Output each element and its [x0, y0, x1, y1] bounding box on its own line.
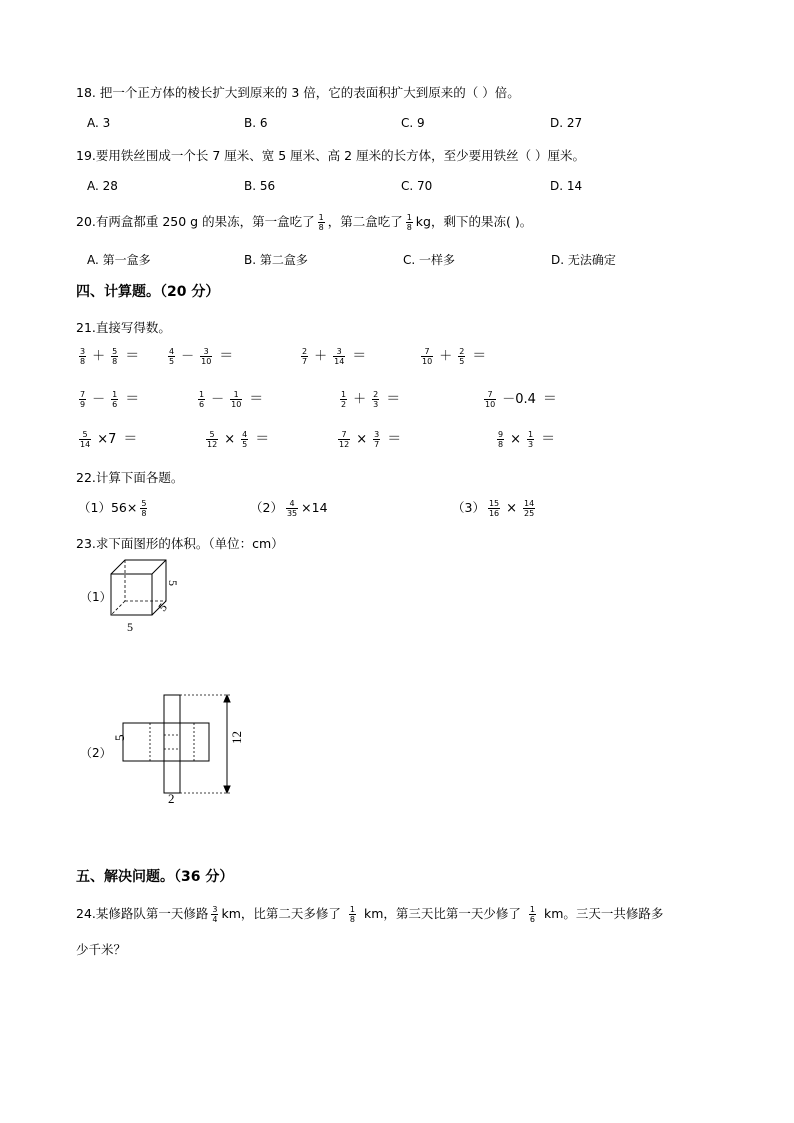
question-21-title: 21.直接写得数。	[76, 320, 171, 335]
q20-text-mid: ，第二盒吃了	[327, 214, 403, 229]
equals-sign: ＝	[255, 431, 270, 447]
operator: －	[181, 349, 195, 364]
question-24: 24.某修路队第一天修路 $\frac{3}{4}$ km，比第二天多修了 $\frac{1}{8}$ km，第三天比第一天少修了 $\frac{1}{6}$ km。三天一共修路多	[76, 905, 664, 924]
equals-sign: ＝	[123, 431, 138, 447]
fraction: $\frac{2}{7}$	[302, 347, 308, 366]
net-dim-right-label: 12	[229, 731, 244, 744]
operator: ×	[510, 432, 521, 447]
fraction: $\frac{1}{8}$	[318, 213, 324, 232]
operator: ＋	[439, 349, 453, 364]
fraction: $\frac{1}{10}$	[231, 390, 242, 409]
q21-expression	[337, 388, 400, 409]
q21-expression	[76, 388, 139, 409]
fraction: $\frac{5}{8}$	[141, 499, 147, 518]
fraction: $\frac{1}{8}$	[349, 905, 355, 924]
fraction: $\frac{2}{3}$	[373, 390, 379, 409]
q21-expression	[298, 345, 366, 366]
q22-item-2: （2） $\frac{4}{35}$ ×14	[250, 499, 328, 518]
fraction: $\frac{5}{8}$	[112, 347, 118, 366]
q21-expression	[494, 428, 555, 449]
fraction: $\frac{3}{8}$	[80, 347, 86, 366]
q21-expression	[76, 345, 139, 366]
cube-edge-bottom-label: 5	[127, 620, 133, 634]
q20-option-c[interactable]: C. 一样多	[403, 253, 456, 267]
cube-figure	[100, 552, 190, 637]
fraction: $\frac{9}{8}$	[498, 430, 504, 449]
q19-option-d[interactable]: D. 14	[550, 179, 583, 193]
fraction: $\frac{7}{12}$	[339, 430, 350, 449]
equals-sign: ＝	[386, 391, 401, 407]
question-20	[76, 212, 532, 232]
fraction: $\frac{2}{5}$	[459, 347, 465, 366]
operator: ×7	[97, 432, 117, 447]
q20-option-a[interactable]: A. 第一盒多	[87, 253, 151, 267]
equals-sign: ＝	[249, 391, 264, 407]
q21-expression	[165, 345, 233, 366]
equals-sign: ＝	[125, 391, 140, 407]
fraction: $\frac{7}{10}$	[485, 390, 496, 409]
question-22-title: 22.计算下面各题。	[76, 470, 184, 485]
q18-option-c[interactable]: C. 9	[401, 116, 425, 130]
fraction: $\frac{4}{35}$	[286, 499, 298, 518]
equals-sign: ＝	[352, 348, 367, 364]
equals-sign: ＝	[387, 431, 402, 447]
q18-option-b[interactable]: B. 6	[244, 116, 268, 130]
operator: ＋	[353, 392, 367, 407]
net-dim-bottom-label: 2	[168, 791, 175, 806]
section-4-title: 四、计算题。（20 分）	[76, 284, 220, 300]
operator: －0.4	[502, 392, 536, 407]
q20-text-pre: 20.有两盒都重 250 g 的果冻，第一盒吃了	[76, 214, 315, 229]
q18-option-d[interactable]: D. 27	[550, 116, 583, 130]
q19-option-b[interactable]: B. 56	[244, 179, 276, 193]
q21-expression	[481, 388, 557, 409]
fig2-label: （2）	[80, 746, 112, 760]
operator: ×	[224, 432, 236, 447]
q21-expression	[76, 428, 137, 449]
fraction: $\frac{7}{9}$	[80, 390, 86, 409]
fig1-label: （1）	[80, 590, 112, 604]
fraction: $\frac{1}{3}$	[528, 430, 534, 449]
section-5-title: 五、解决问题。（36 分）	[76, 869, 234, 885]
q21-expression	[195, 388, 263, 409]
q20-option-d[interactable]: D. 无法确定	[551, 253, 616, 267]
q21-expression	[418, 345, 486, 366]
question-24-line2: 少千米？	[76, 942, 127, 957]
cross-net-figure	[105, 690, 245, 808]
q22-item-3: （3） $\frac{15}{16}$ × $\frac{14}{25}$	[452, 499, 535, 518]
fraction: $\frac{1}{2}$	[341, 390, 347, 409]
equals-sign: ＝	[472, 348, 487, 364]
fraction: $\frac{5}{14}$	[80, 430, 91, 449]
q18-option-a[interactable]: A. 3	[87, 116, 111, 130]
fraction: $\frac{14}{25}$	[524, 499, 535, 518]
cube-edge-depth-label: 5	[155, 600, 170, 615]
operator: －	[211, 392, 225, 407]
q19-option-c[interactable]: C. 70	[401, 179, 433, 193]
fraction: $\frac{1}{6}$	[529, 905, 536, 924]
fraction: $\frac{15}{16}$	[488, 499, 500, 518]
net-fold-lines	[150, 695, 230, 793]
q20-option-b[interactable]: B. 第二盒多	[244, 253, 308, 267]
fraction: $\frac{1}{6}$	[112, 390, 118, 409]
fraction: $\frac{4}{5}$	[169, 347, 175, 366]
q19-option-a[interactable]: A. 28	[87, 179, 118, 193]
operator: ＋	[314, 349, 328, 364]
q20-text-post: kg，剩下的果冻( )。	[415, 214, 533, 229]
fraction: $\frac{3}{4}$	[212, 905, 218, 924]
cube-edge-right-label: 5	[166, 580, 180, 586]
equals-sign: ＝	[125, 348, 140, 364]
fraction: $\frac{5}{12}$	[207, 430, 218, 449]
equals-sign: ＝	[219, 348, 234, 364]
q21-expression	[203, 428, 269, 449]
q22-item-1: （1）56× $\frac{5}{8}$	[78, 499, 147, 518]
question-19: 19.要用铁丝围成一个长 7 厘米、宽 5 厘米、高 2 厘米的长方体，至少要用铁丝（ ）厘米。	[76, 148, 586, 163]
fraction: $\frac{1}{8}$	[406, 213, 412, 232]
fraction: $\frac{3}{10}$	[201, 347, 212, 366]
fraction: $\frac{3}{14}$	[334, 347, 345, 366]
fraction: $\frac{7}{10}$	[422, 347, 433, 366]
operator: －	[92, 392, 106, 407]
question-18: 18. 把一个正方体的棱长扩大到原来的 3 倍，它的表面积扩大到原来的（ ）倍。	[76, 85, 520, 100]
fraction: $\frac{4}{5}$	[242, 430, 248, 449]
question-23-title: 23.求下面图形的体积。（单位：cm）	[76, 536, 284, 551]
equals-sign: ＝	[541, 431, 556, 447]
fraction: $\frac{3}{7}$	[374, 430, 380, 449]
q21-expression	[335, 428, 401, 449]
operator: ×	[356, 432, 368, 447]
operator: ＋	[92, 349, 106, 364]
equals-sign: ＝	[542, 391, 557, 407]
net-dim-left-label: 5	[112, 734, 127, 741]
fraction: $\frac{1}{6}$	[199, 390, 205, 409]
